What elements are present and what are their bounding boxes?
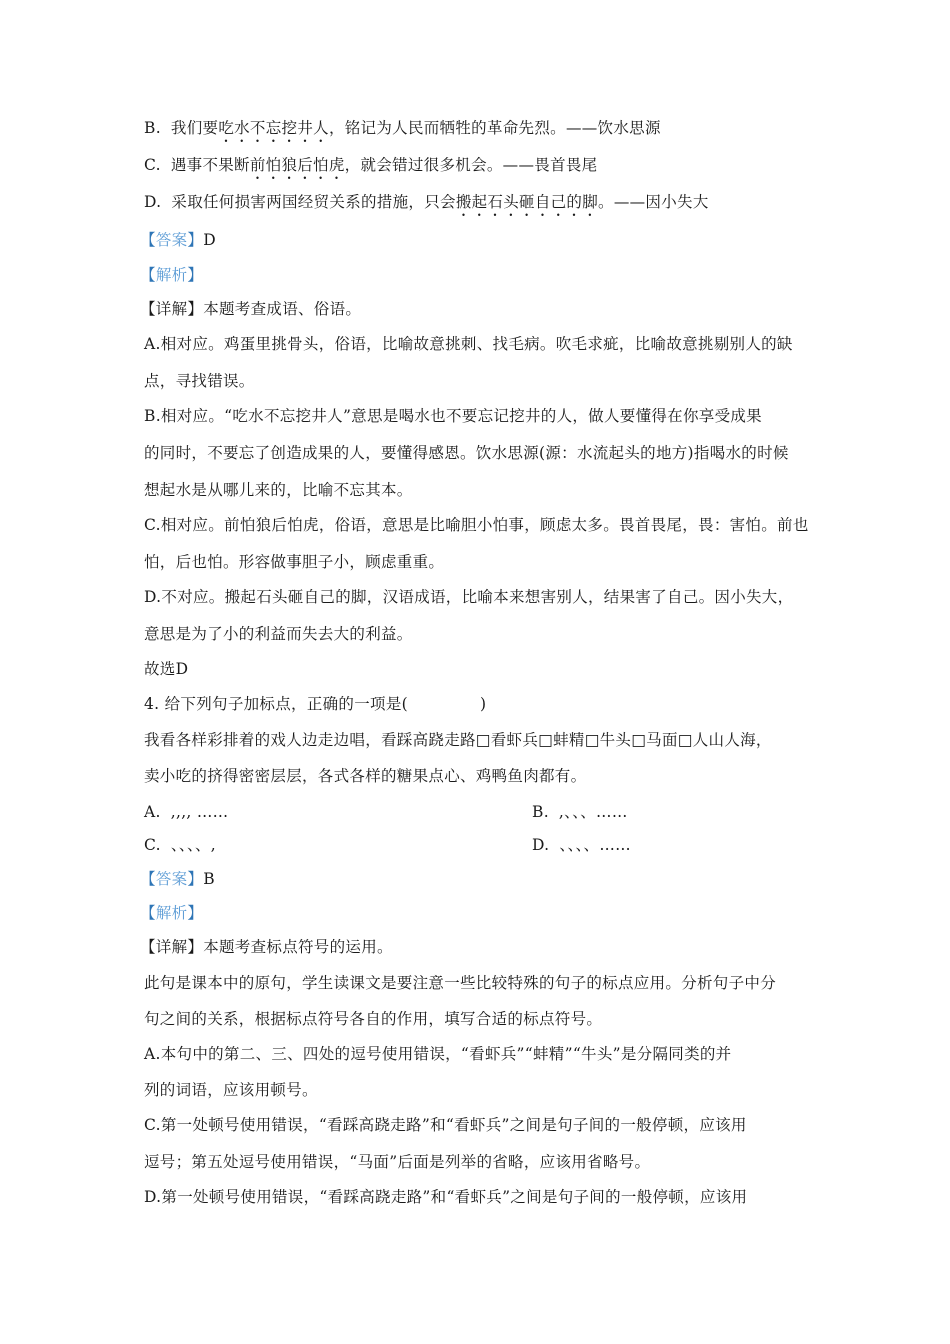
q4-passage-line: 卖小吃的挤得密密层层，各式各样的糖果点心、鸡鸭鱼肉都有。 bbox=[144, 767, 587, 785]
bracket-open: 【 bbox=[140, 870, 156, 888]
bracket-open: 【 bbox=[140, 904, 156, 922]
option-text: 、、、、, bbox=[170, 836, 217, 854]
q4-detail-line: 句之间的关系，根据标点符号各自的作用，填写合适的标点符号。 bbox=[144, 1010, 603, 1028]
q3-option-c bbox=[144, 155, 597, 183]
q4-stem bbox=[144, 694, 486, 714]
option-label: C. bbox=[144, 156, 161, 174]
q3-detail-line: B.相对应。“吃水不忘挖井人”意思是喝水也不要忘记挖井的人，做人要懂得在你享受成果 bbox=[144, 407, 762, 425]
q4-detail-line: A.本句中的第二、三、四处的逗号使用错误，“看虾兵”“蚌精”“牛头”是分隔同类的并 bbox=[144, 1045, 732, 1063]
emphasized-phrase: 前怕狼后怕虎 bbox=[249, 156, 345, 174]
q4-option-d bbox=[532, 835, 631, 855]
q4-detail-line: 逗号；第五处逗号使用错误，“马面”后面是列举的省略，应该用省略号。 bbox=[144, 1153, 651, 1171]
q4-answer bbox=[140, 869, 215, 889]
option-label: C. bbox=[144, 836, 161, 854]
analysis-label: 解析 bbox=[155, 904, 188, 922]
option-text-post: ，铭记为人民而牺牲的革命先烈。——饮水思源 bbox=[328, 119, 661, 137]
bracket-close: 】 bbox=[187, 870, 204, 888]
bracket-open: 【 bbox=[140, 266, 156, 284]
option-text-post: 。——因小失大 bbox=[598, 193, 709, 211]
q4-passage-line: 我看各样彩排着的戏人边走边唱，看踩高跷走路□看虾兵□蚌精□牛头□马面□人山人海， bbox=[144, 731, 772, 749]
option-text: ,,,, …… bbox=[170, 803, 229, 821]
bracket-close: 】 bbox=[187, 231, 204, 249]
q3-detail-line: 点，寻找错误。 bbox=[144, 372, 255, 390]
q4-detail-line: D.第一处顿号使用错误，“看踩高跷走路”和“看虾兵”之间是句子间的一般停顿，应该用 bbox=[144, 1188, 748, 1206]
option-text-pre: 我们要 bbox=[170, 119, 219, 137]
q4-analysis-heading bbox=[140, 903, 203, 923]
option-text-pre: 采取任何损害两国经贸关系的措施，只会 bbox=[171, 193, 456, 211]
answer-value: D bbox=[203, 231, 216, 249]
answer-label: 答案 bbox=[155, 870, 188, 888]
bracket-close: 】 bbox=[187, 266, 204, 284]
q3-detail-line: 意思是为了小的利益而失去大的利益。 bbox=[144, 625, 413, 643]
q4-detail-line: 此句是课本中的原句，学生读课文是要注意一些比较特殊的句子的标点应用。分析句子中分 bbox=[144, 974, 777, 992]
q3-answer bbox=[140, 230, 216, 250]
option-text-pre: 遇事不果断 bbox=[170, 156, 250, 174]
paren-close: ) bbox=[479, 695, 487, 713]
option-text: ,、、、…… bbox=[558, 803, 628, 821]
emphasized-phrase: 搬起石头砸自己的脚 bbox=[455, 193, 599, 211]
q3-detail-line: C.相对应。前怕狼后怕虎，俗语，意思是比喻胆小怕事，顾虑太多。畏首畏尾，畏：害怕。前也 bbox=[144, 516, 809, 534]
option-label: B. bbox=[144, 119, 161, 137]
q3-detail-heading: 【详解】本题考查成语、俗语。 bbox=[140, 300, 362, 318]
option-label: D. bbox=[532, 836, 550, 854]
question-stem: 4. 给下列句子加标点，正确的一项是( bbox=[144, 695, 408, 713]
q3-detail-line: 想起水是从哪儿来的，比喻不忘其本。 bbox=[144, 481, 413, 499]
q4-option-a bbox=[144, 802, 228, 822]
option-label: B. bbox=[532, 803, 549, 821]
bracket-close: 】 bbox=[187, 904, 204, 922]
q4-detail-line: 列的词语，应该用顿号。 bbox=[144, 1081, 318, 1099]
q3-option-d bbox=[144, 192, 709, 220]
bracket-open: 【 bbox=[140, 231, 156, 249]
q3-option-b bbox=[144, 118, 661, 146]
q4-detail-heading: 【详解】本题考查标点符号的运用。 bbox=[140, 938, 393, 956]
q4-detail-line: C.第一处顿号使用错误，“看踩高跷走路”和“看虾兵”之间是句子间的一般停顿，应该用 bbox=[144, 1116, 747, 1134]
analysis-label: 解析 bbox=[155, 266, 188, 284]
q3-detail-line: 怕，后也怕。形容做事胆子小，顾虑重重。 bbox=[144, 553, 445, 571]
q3-detail-line: A.相对应。鸡蛋里挑骨头，俗语，比喻故意挑刺、找毛病。吹毛求疵，比喻故意挑剔别人的缺 bbox=[144, 335, 793, 353]
q3-detail-line: D.不对应。搬起石头砸自己的脚，汉语成语，比喻本来想害别人，结果害了自己。因小失大， bbox=[144, 588, 794, 606]
q3-conclusion: 故选D bbox=[144, 660, 189, 678]
option-label: A. bbox=[144, 803, 161, 821]
answer-label: 答案 bbox=[155, 231, 188, 249]
q4-option-b bbox=[532, 802, 628, 822]
q3-analysis-heading bbox=[140, 265, 203, 285]
option-text: 、、、、…… bbox=[559, 836, 631, 854]
option-text-post: ，就会错过很多机会。——畏首畏尾 bbox=[344, 156, 598, 174]
q4-option-c bbox=[144, 835, 216, 855]
q3-detail-line: 的同时，不要忘了创造成果的人，要懂得感恩。饮水思源(源：水流起头的地方)指喝水的时候 bbox=[144, 444, 789, 462]
emphasized-phrase: 吃水不忘挖井人 bbox=[218, 119, 329, 137]
option-label: D. bbox=[144, 193, 162, 211]
answer-value: B bbox=[203, 870, 215, 888]
